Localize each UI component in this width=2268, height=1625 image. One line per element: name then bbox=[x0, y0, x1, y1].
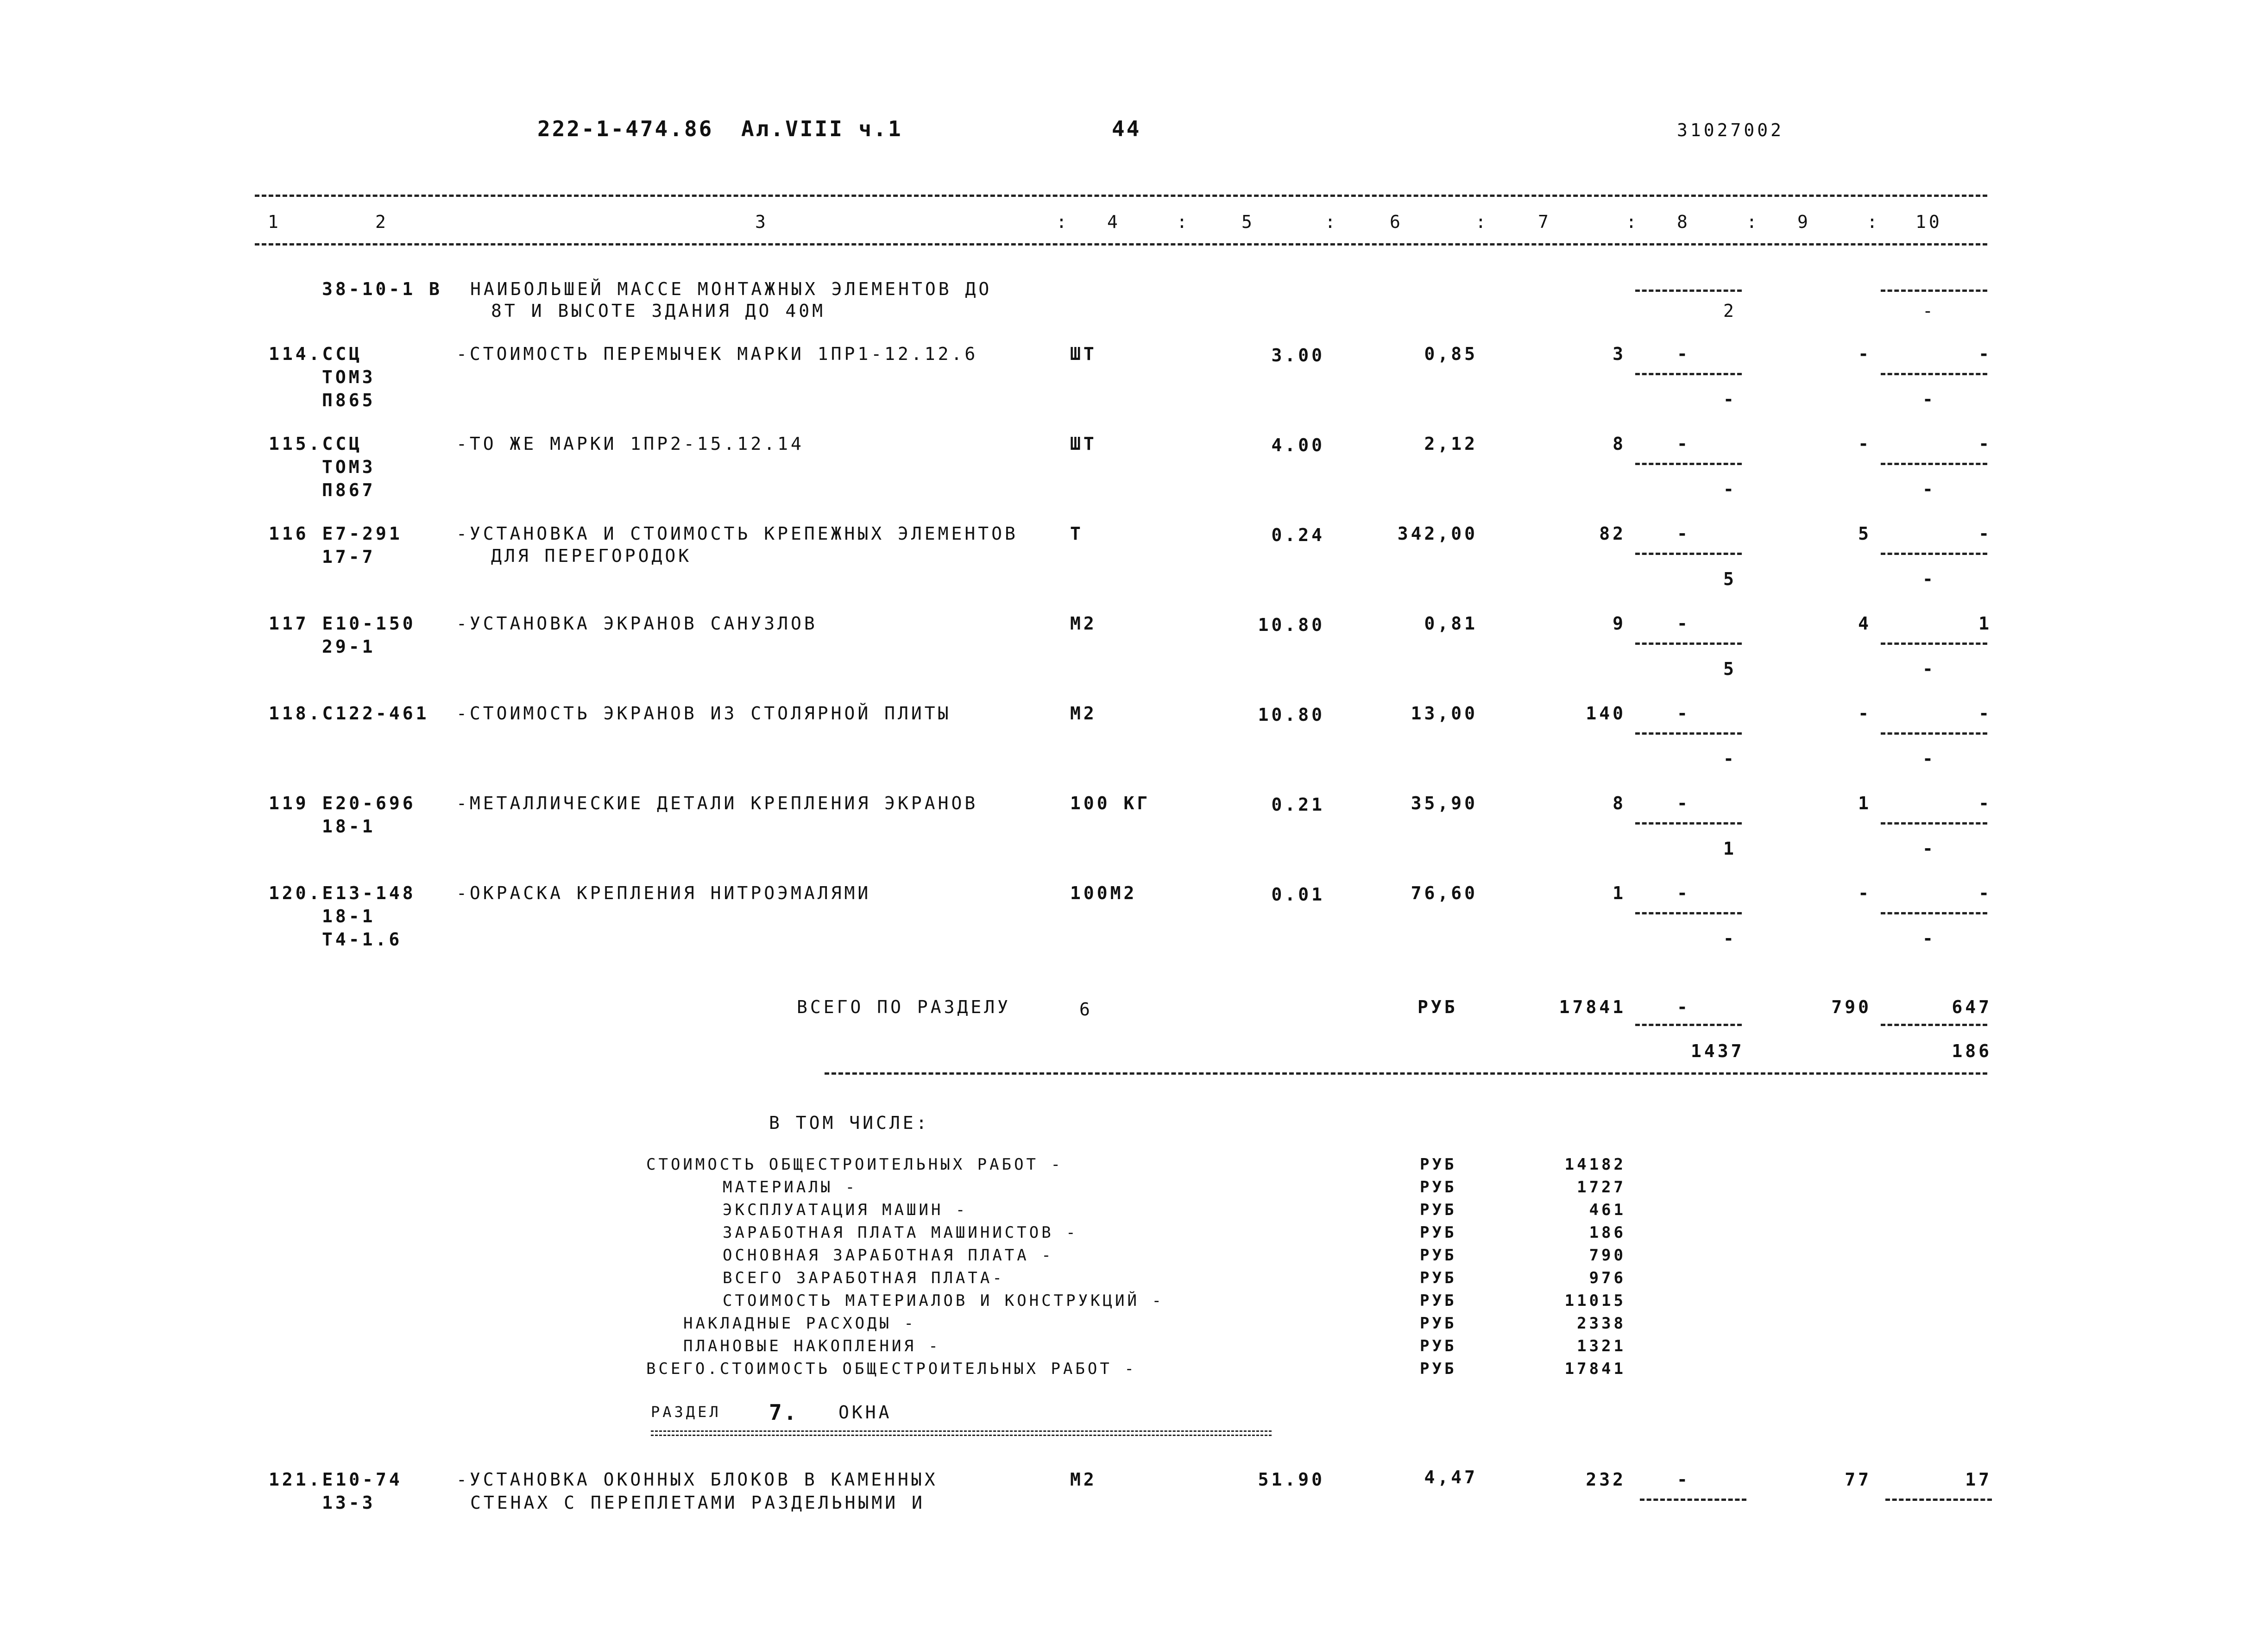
column-separator: : bbox=[1746, 212, 1760, 232]
breakdown-unit: РУБ bbox=[1420, 1246, 1457, 1265]
row-number: 117 Е10-150 bbox=[269, 613, 416, 634]
c10-bottom-value: 186 bbox=[1952, 1041, 1992, 1061]
table-header-rule bbox=[255, 243, 1987, 246]
breakdown-value: 976 bbox=[1589, 1269, 1626, 1287]
breakdown-label: ЗАРАБОТНАЯ ПЛАТА МАШИНИСТОВ - bbox=[723, 1223, 1078, 1242]
c10-top-value: - bbox=[1978, 434, 1992, 454]
row-description: -МЕТАЛЛИЧЕСКИЕ ДЕТАЛИ КРЕПЛЕНИЯ ЭКРАНОВ bbox=[456, 793, 978, 813]
section-total-label: ВСЕГО ПО РАЗДЕЛУ bbox=[797, 997, 1011, 1017]
c8-bottom-value: 2 bbox=[1723, 301, 1737, 321]
section-total-number: 6 bbox=[1079, 999, 1093, 1020]
row-unit: 100 КГ bbox=[1070, 793, 1151, 813]
column-header-5: 5 bbox=[1241, 212, 1255, 232]
c10-top-value: 17 bbox=[1965, 1469, 1992, 1490]
column-separator: : bbox=[1325, 212, 1338, 232]
section-total-value: 17841 bbox=[1559, 997, 1626, 1017]
row-quantity: 51.90 bbox=[1258, 1469, 1325, 1490]
page-number: 44 bbox=[1112, 116, 1141, 141]
c10-top-value: - bbox=[1978, 344, 1992, 364]
row-code: П865 bbox=[322, 390, 376, 410]
fraction-rule bbox=[1635, 290, 1742, 292]
row-code: 38-10-1 В bbox=[322, 279, 442, 299]
row-number: 114.ССЦ bbox=[269, 344, 363, 364]
fraction-rule bbox=[1881, 822, 1987, 825]
row-description: 8Т И ВЫСОТЕ ЗДАНИЯ ДО 40М bbox=[491, 301, 825, 321]
column-separator: : bbox=[1056, 212, 1070, 232]
row-price: 4,47 bbox=[1424, 1467, 1478, 1487]
fraction-rule bbox=[1635, 373, 1742, 375]
row-code: ТОМ3 bbox=[322, 367, 376, 387]
c10-bottom-value: - bbox=[1922, 838, 1936, 859]
row-unit: М2 bbox=[1070, 1469, 1097, 1490]
row-total: 3 bbox=[1613, 344, 1626, 364]
c8-top-value: - bbox=[1677, 703, 1690, 724]
row-description: ДЛЯ ПЕРЕГОРОДОК bbox=[491, 546, 692, 566]
c8-top-value: - bbox=[1677, 613, 1690, 634]
column-separator: : bbox=[1177, 212, 1190, 232]
fraction-rule bbox=[1635, 732, 1742, 735]
c10-bottom-value: - bbox=[1922, 301, 1936, 321]
breakdown-value: 14182 bbox=[1564, 1155, 1626, 1174]
fraction-rule bbox=[1881, 912, 1987, 914]
row-total: 232 bbox=[1586, 1469, 1626, 1490]
breakdown-label: ОСНОВНАЯ ЗАРАБОТНАЯ ПЛАТА - bbox=[723, 1246, 1054, 1265]
column-header-3: 3 bbox=[755, 212, 769, 232]
row-code: 29-1 bbox=[322, 636, 376, 657]
row-price: 0,81 bbox=[1424, 613, 1478, 634]
c10-bottom-value: - bbox=[1922, 928, 1936, 949]
breakdown-label: ВСЕГО ЗАРАБОТНАЯ ПЛАТА- bbox=[723, 1269, 1005, 1287]
c10-top-value: 1 bbox=[1978, 613, 1992, 634]
column-separator: : bbox=[1475, 212, 1489, 232]
section-label: РАЗДЕЛ bbox=[651, 1403, 721, 1421]
c9-value: - bbox=[1858, 434, 1871, 454]
c8-bottom-value: 1 bbox=[1723, 838, 1737, 859]
column-header-10: 10 bbox=[1915, 212, 1942, 232]
c8-bottom-value: 5 bbox=[1723, 569, 1737, 589]
c10-bottom-value: - bbox=[1922, 479, 1936, 499]
row-quantity: 4.00 bbox=[1271, 435, 1325, 455]
row-total: 82 bbox=[1599, 523, 1626, 544]
breakdown-unit: РУБ bbox=[1420, 1291, 1457, 1310]
breakdown-unit: РУБ bbox=[1420, 1223, 1457, 1242]
column-header-2: 2 bbox=[375, 212, 389, 232]
fraction-rule bbox=[1640, 1499, 1746, 1501]
row-price: 0,85 bbox=[1424, 344, 1478, 364]
row-description: СТЕНАХ С ПЕРЕПЛЕТАМИ РАЗДЕЛЬНЫМИ И bbox=[470, 1493, 925, 1513]
breakdown-value: 17841 bbox=[1564, 1360, 1626, 1378]
c9-value: - bbox=[1858, 883, 1871, 903]
breakdown-label: СТОИМОСТЬ ОБЩЕСТРОИТЕЛЬНЫХ РАБОТ - bbox=[646, 1155, 1063, 1174]
fraction-rule bbox=[1635, 553, 1742, 555]
row-number: 121.Е10-74 bbox=[269, 1469, 403, 1490]
row-unit: 100М2 bbox=[1070, 883, 1137, 903]
fraction-rule bbox=[1635, 822, 1742, 825]
column-header-4: 4 bbox=[1107, 212, 1121, 232]
c8-bottom-value: 5 bbox=[1723, 659, 1737, 679]
breakdown-label: ЭКСПЛУАТАЦИЯ МАШИН - bbox=[723, 1201, 968, 1219]
c10-bottom-value: - bbox=[1922, 569, 1936, 589]
row-description: -УСТАНОВКА И СТОИМОСТЬ КРЕПЕЖНЫХ ЭЛЕМЕНТОВ bbox=[456, 523, 1018, 544]
row-number: 120.Е13-148 bbox=[269, 883, 416, 903]
breakdown-label: СТОИМОСТЬ МАТЕРИАЛОВ И КОНСТРУКЦИЙ - bbox=[723, 1291, 1164, 1310]
column-header-8: 8 bbox=[1677, 212, 1690, 232]
row-price: 76,60 bbox=[1411, 883, 1478, 903]
column-header-7: 7 bbox=[1538, 212, 1551, 232]
breakdown-value: 790 bbox=[1589, 1246, 1626, 1265]
row-quantity: 10.80 bbox=[1258, 705, 1325, 725]
c8-bottom-value: - bbox=[1723, 479, 1737, 499]
fraction-rule bbox=[1881, 642, 1987, 645]
breakdown-unit: РУБ bbox=[1420, 1178, 1457, 1197]
breakdown-label: МАТЕРИАЛЫ - bbox=[723, 1178, 858, 1197]
c8-bottom-value: 1437 bbox=[1691, 1041, 1745, 1061]
breakdown-label: ПЛАНОВЫЕ НАКОПЛЕНИЯ - bbox=[683, 1337, 941, 1355]
c10-bottom-value: - bbox=[1922, 389, 1936, 409]
c9-value: 5 bbox=[1858, 523, 1871, 544]
row-number: 118.С122-461 bbox=[269, 703, 429, 724]
c8-top-value: - bbox=[1677, 434, 1690, 454]
column-separator: : bbox=[1626, 212, 1639, 232]
row-price: 2,12 bbox=[1424, 434, 1478, 454]
breakdown-value: 461 bbox=[1589, 1201, 1626, 1219]
row-total: 1 bbox=[1613, 883, 1626, 903]
breakdown-unit: РУБ bbox=[1420, 1360, 1457, 1378]
row-unit: Т bbox=[1070, 523, 1084, 544]
row-number: 116 Е7-291 bbox=[269, 523, 403, 544]
c9-value: 1 bbox=[1858, 793, 1871, 813]
section-end-rule bbox=[825, 1072, 1987, 1075]
c8-bottom-value: - bbox=[1723, 928, 1737, 949]
column-header-6: 6 bbox=[1390, 212, 1403, 232]
c9-value: 4 bbox=[1858, 613, 1871, 634]
section-number: 7. bbox=[769, 1400, 799, 1425]
fraction-rule bbox=[1635, 463, 1742, 465]
breakdown-value: 11015 bbox=[1564, 1291, 1626, 1310]
row-description: -ТО ЖЕ МАРКИ 1ПР2-15.12.14 bbox=[456, 434, 804, 454]
fraction-rule bbox=[1635, 642, 1742, 645]
c8-bottom-value: - bbox=[1723, 749, 1737, 769]
c10-top-value: - bbox=[1978, 703, 1992, 724]
breakdown-title: В ТОМ ЧИСЛЕ: bbox=[769, 1113, 930, 1133]
breakdown-value: 186 bbox=[1589, 1223, 1626, 1242]
table-top-rule bbox=[255, 195, 1987, 197]
row-description: -УСТАНОВКА ЭКРАНОВ САНУЗЛОВ bbox=[456, 613, 818, 634]
breakdown-value: 1727 bbox=[1577, 1178, 1626, 1197]
breakdown-unit: РУБ bbox=[1420, 1269, 1457, 1287]
breakdown-unit: РУБ bbox=[1420, 1337, 1457, 1355]
row-code: 18-1 bbox=[322, 816, 376, 837]
row-quantity: 10.80 bbox=[1258, 615, 1325, 635]
row-number: 115.ССЦ bbox=[269, 434, 363, 454]
section-title-underline bbox=[651, 1430, 1272, 1436]
row-description: -СТОИМОСТЬ ПЕРЕМЫЧЕК МАРКИ 1ПР1-12.12.6 bbox=[456, 344, 978, 364]
c8-top-value: - bbox=[1677, 793, 1690, 813]
c10-top-value: - bbox=[1978, 883, 1992, 903]
breakdown-label: ВСЕГО.СТОИМОСТЬ ОБЩЕСТРОИТЕЛЬНЫХ РАБОТ - bbox=[646, 1360, 1137, 1378]
c10-top-value: - bbox=[1978, 523, 1992, 544]
row-code: 18-1 bbox=[322, 906, 376, 926]
breakdown-label: НАКЛАДНЫЕ РАСХОДЫ - bbox=[683, 1314, 916, 1333]
c8-top-value: - bbox=[1677, 883, 1690, 903]
row-price: 35,90 bbox=[1411, 793, 1478, 813]
breakdown-unit: РУБ bbox=[1420, 1201, 1457, 1219]
breakdown-value: 1321 bbox=[1577, 1337, 1626, 1355]
column-header-1: 1 bbox=[268, 212, 281, 232]
row-price: 342,00 bbox=[1397, 523, 1478, 544]
c10-bottom-value: - bbox=[1922, 749, 1936, 769]
fraction-rule bbox=[1635, 1024, 1742, 1026]
fraction-rule bbox=[1881, 373, 1987, 375]
row-total: 9 bbox=[1613, 613, 1626, 634]
row-unit: М2 bbox=[1070, 703, 1097, 724]
row-total: 140 bbox=[1586, 703, 1626, 724]
album-label: Ал.VIII ч.1 bbox=[741, 116, 903, 141]
fraction-rule bbox=[1881, 463, 1987, 465]
c10-top-value: 647 bbox=[1952, 997, 1992, 1017]
column-separator: : bbox=[1867, 212, 1880, 232]
column-header-9: 9 bbox=[1797, 212, 1811, 232]
section-total-unit: РУБ bbox=[1418, 997, 1458, 1017]
row-description: -ОКРАСКА КРЕПЛЕНИЯ НИТРОЭМАЛЯМИ bbox=[456, 883, 871, 903]
fraction-rule bbox=[1881, 553, 1987, 555]
c9-value: 77 bbox=[1845, 1469, 1871, 1490]
c8-top-value: - bbox=[1677, 997, 1690, 1017]
row-description: НАИБОЛЬШЕЙ МАССЕ МОНТАЖНЫХ ЭЛЕМЕНТОВ ДО bbox=[470, 279, 992, 299]
row-code: Т4-1.6 bbox=[322, 929, 403, 950]
row-number: 119 Е20-696 bbox=[269, 793, 416, 813]
fraction-rule bbox=[1881, 732, 1987, 735]
c9-value: - bbox=[1858, 344, 1871, 364]
row-price: 13,00 bbox=[1411, 703, 1478, 724]
c9-value: 790 bbox=[1831, 997, 1871, 1017]
breakdown-value: 2338 bbox=[1577, 1314, 1626, 1333]
c8-top-value: - bbox=[1677, 1469, 1690, 1490]
row-description: -СТОИМОСТЬ ЭКРАНОВ ИЗ СТОЛЯРНОЙ ПЛИТЫ bbox=[456, 703, 951, 724]
c8-bottom-value: - bbox=[1723, 389, 1737, 409]
document-number: 31027002 bbox=[1677, 120, 1784, 140]
row-quantity: 0.21 bbox=[1271, 794, 1325, 815]
row-code: ТОМ3 bbox=[322, 457, 376, 477]
row-total: 8 bbox=[1613, 793, 1626, 813]
fraction-rule bbox=[1881, 290, 1987, 292]
c10-bottom-value: - bbox=[1922, 659, 1936, 679]
breakdown-unit: РУБ bbox=[1420, 1155, 1457, 1174]
fraction-rule bbox=[1635, 912, 1742, 914]
breakdown-unit: РУБ bbox=[1420, 1314, 1457, 1333]
c8-top-value: - bbox=[1677, 344, 1690, 364]
row-quantity: 0.01 bbox=[1271, 884, 1325, 905]
fraction-rule bbox=[1885, 1499, 1992, 1501]
row-total: 8 bbox=[1613, 434, 1626, 454]
document-code: 222-1-474.86 bbox=[537, 116, 714, 141]
c9-value: - bbox=[1858, 703, 1871, 724]
section-title: ОКНА bbox=[838, 1402, 892, 1423]
row-code: 13-3 bbox=[322, 1493, 376, 1513]
row-code: 17-7 bbox=[322, 547, 376, 567]
row-unit: ШТ bbox=[1070, 434, 1097, 454]
c10-top-value: - bbox=[1978, 793, 1992, 813]
row-unit: ШТ bbox=[1070, 344, 1097, 364]
row-code: П867 bbox=[322, 480, 376, 500]
row-description: -УСТАНОВКА ОКОННЫХ БЛОКОВ В КАМЕННЫХ bbox=[456, 1469, 938, 1490]
row-quantity: 3.00 bbox=[1271, 345, 1325, 365]
row-unit: М2 bbox=[1070, 613, 1097, 634]
c8-top-value: - bbox=[1677, 523, 1690, 544]
row-quantity: 0.24 bbox=[1271, 525, 1325, 545]
fraction-rule bbox=[1881, 1024, 1987, 1026]
